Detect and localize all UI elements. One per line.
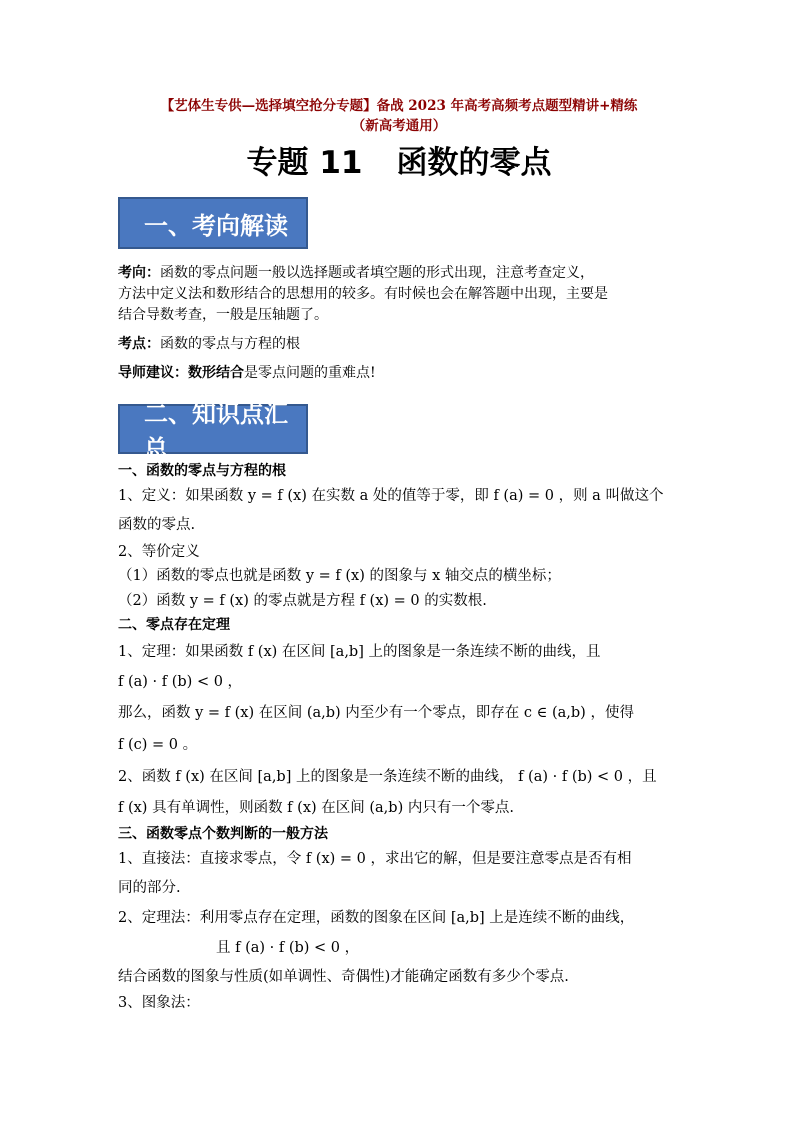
method1-line-1: 1、直接法：直接求零点，令 f (x) = 0 ，求出它的解，但是要注意零点是否有相 — [118, 851, 632, 867]
knowledge-heading-3: 三、函数零点个数判断的一般方法 — [118, 826, 328, 842]
theorem-line-2: f (a) · f (b) < 0 ， — [118, 674, 243, 690]
banner-line-1: 【艺体生专供—选择填空抢分专题】备战 2023 年高考高频考点题型精讲+精练 — [160, 98, 638, 114]
kaodian-text: 函数的零点与方程的根 — [160, 336, 300, 352]
advice-label: 导师建议： — [118, 365, 188, 381]
banner-line-2: （新高考通用） — [351, 118, 447, 134]
knowledge-heading-1: 一、函数的零点与方程的根 — [118, 463, 286, 479]
knowledge-heading-2: 二、零点存在定理 — [118, 617, 230, 633]
definition-line-2: 函数的零点. — [118, 517, 196, 533]
method2-line-3: 结合函数的图象与性质(如单调性、奇偶性)才能确定函数有多少个零点. — [118, 969, 569, 985]
kaoxiang-paragraph — [118, 263, 680, 326]
section-heading-2: 二、知识点汇总 — [144, 400, 288, 463]
theorem-line-4: f (c) = 0 。 — [118, 737, 198, 753]
section-heading-box-1 — [118, 197, 308, 249]
equivalent-def-item-2: （2）函数 y = f (x) 的零点就是方程 f (x) = 0 的实数根. — [118, 593, 487, 609]
theorem2-line-1: 2、函数 f (x) 在区间 [a,b] 上的图象是一条连续不断的曲线， f (a) · f (b) < 0 ，且 — [118, 769, 657, 785]
method2-line-1: 2、定理法：利用零点存在定理，函数的图象在区间 [a,b] 上是连续不断的曲线， — [118, 910, 635, 926]
equivalent-def-title: 2、等价定义 — [118, 544, 200, 560]
title-topic-name: 函数的零点 — [396, 145, 552, 181]
theorem2-line-2: f (x) 具有单调性，则函数 f (x) 在区间 (a,b) 内只有一个零点. — [118, 800, 514, 816]
section-heading-box-2 — [118, 400, 308, 463]
kaoxiang-label: 考向： — [118, 265, 160, 281]
method1-line-2: 同的部分. — [118, 880, 181, 896]
section-heading-1: 一、考向解读 — [144, 211, 288, 240]
advice-paragraph — [118, 363, 680, 384]
kaoxiang-text-1: 函数的零点问题一般以选择题或者填空题的形式出现，注意考查定义， — [160, 265, 594, 281]
advice-bold: 数形结合 — [188, 365, 244, 381]
method2-line-2: 且 f (a) · f (b) < 0 ， — [216, 940, 360, 956]
document-page — [118, 96, 680, 1015]
title-topic-number: 专题 11 — [246, 145, 363, 181]
kaodian-paragraph — [118, 334, 680, 355]
kaoxiang-text-2: 方法中定义法和数形结合的思想用的较多。有时候也会在解答题中出现，主要是 — [118, 286, 608, 302]
kaodian-label: 考点： — [118, 336, 160, 352]
advice-text: 是零点问题的重难点! — [244, 365, 376, 381]
kaoxiang-text-3: 结合导数考查，一般是压轴题了。 — [118, 307, 328, 323]
theorem-line-1: 1、定理：如果函数 f (x) 在区间 [a,b] 上的图象是一条连续不断的曲线，且 — [118, 644, 601, 660]
method3-title: 3、图象法： — [118, 995, 200, 1011]
theorem-line-3: 那么，函数 y = f (x) 在区间 (a,b) 内至少有一个零点，即存在 c ∈ (a,b) ，使得 — [118, 705, 634, 721]
page-title — [118, 142, 680, 184]
equivalent-def-item-1: （1）函数的零点也就是函数 y = f (x) 的图象与 x 轴交点的横坐标； — [118, 568, 561, 584]
definition-line-1: 1、定义：如果函数 y = f (x) 在实数 a 处的值等于零，即 f (a) = 0 ，则 a 叫做这个 — [118, 488, 664, 504]
